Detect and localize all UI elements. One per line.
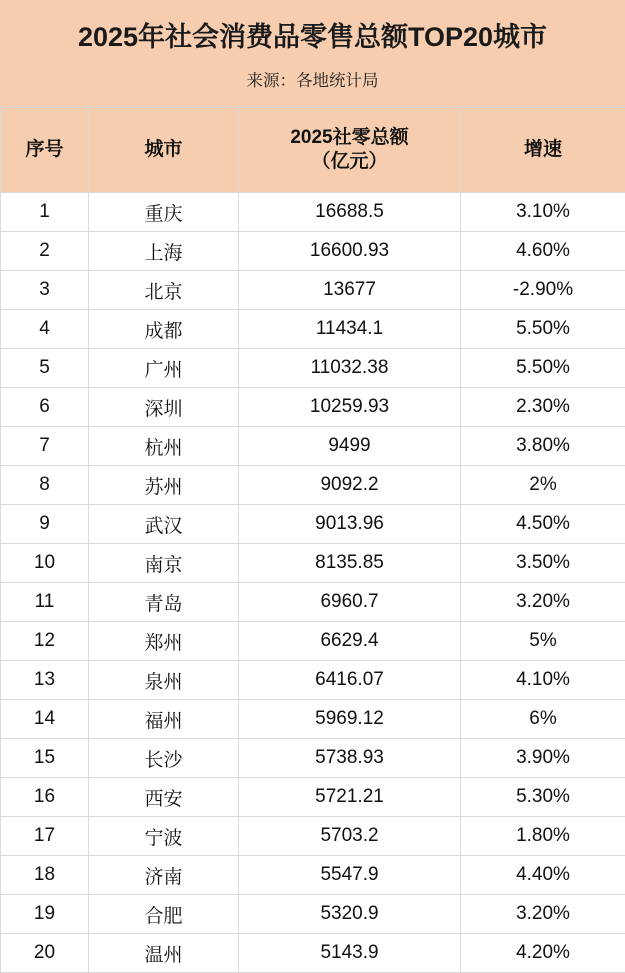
cell-city: 济南 <box>89 856 239 895</box>
cell-city: 北京 <box>89 271 239 310</box>
cell-total: 6960.7 <box>239 583 461 622</box>
column-header-rank-label: 序号 <box>25 139 63 160</box>
cell-growth: 3.90% <box>461 739 625 778</box>
cell-growth: 3.50% <box>461 544 625 583</box>
cell-city: 成都 <box>89 310 239 349</box>
cell-city: 广州 <box>89 349 239 388</box>
cell-city: 青岛 <box>89 583 239 622</box>
table-row <box>1 310 625 349</box>
cell-city: 南京 <box>89 544 239 583</box>
table-row <box>1 232 625 271</box>
cell-rank: 16 <box>1 778 89 817</box>
table-row <box>1 505 625 544</box>
cell-city: 重庆 <box>89 193 239 232</box>
cell-growth: 4.60% <box>461 232 625 271</box>
table-row <box>1 739 625 778</box>
cell-total: 11032.38 <box>239 349 461 388</box>
cell-growth: 2% <box>461 466 625 505</box>
table-row <box>1 700 625 739</box>
cell-rank: 20 <box>1 934 89 973</box>
cell-total: 16600.93 <box>239 232 461 271</box>
column-header-total-label: 2025社零总额 <box>290 127 408 148</box>
table-row <box>1 778 625 817</box>
column-header-total-unit: （亿元） <box>241 150 458 174</box>
source-subtitle: 来源：各地统计局 <box>10 67 615 91</box>
cell-city: 上海 <box>89 232 239 271</box>
cell-rank: 19 <box>1 895 89 934</box>
cell-city: 长沙 <box>89 739 239 778</box>
cell-total: 5969.12 <box>239 700 461 739</box>
cell-city: 宁波 <box>89 817 239 856</box>
table-body <box>1 193 625 973</box>
cell-growth: 5.30% <box>461 778 625 817</box>
cell-total: 5143.9 <box>239 934 461 973</box>
ranking-table <box>0 107 625 973</box>
cell-rank: 14 <box>1 700 89 739</box>
cell-growth: 3.20% <box>461 583 625 622</box>
cell-growth: 2.30% <box>461 388 625 427</box>
cell-city: 西安 <box>89 778 239 817</box>
cell-city: 郑州 <box>89 622 239 661</box>
cell-total: 16688.5 <box>239 193 461 232</box>
cell-growth: 4.10% <box>461 661 625 700</box>
cell-rank: 8 <box>1 466 89 505</box>
cell-growth: 3.10% <box>461 193 625 232</box>
cell-growth: 4.50% <box>461 505 625 544</box>
cell-rank: 13 <box>1 661 89 700</box>
cell-growth: 3.80% <box>461 427 625 466</box>
cell-city: 泉州 <box>89 661 239 700</box>
cell-total: 5721.21 <box>239 778 461 817</box>
cell-growth: 1.80% <box>461 817 625 856</box>
cell-total: 8135.85 <box>239 544 461 583</box>
cell-rank: 10 <box>1 544 89 583</box>
cell-city: 深圳 <box>89 388 239 427</box>
cell-growth: 6% <box>461 700 625 739</box>
cell-rank: 18 <box>1 856 89 895</box>
cell-growth: 4.20% <box>461 934 625 973</box>
table-row <box>1 466 625 505</box>
cell-rank: 1 <box>1 193 89 232</box>
cell-total: 5547.9 <box>239 856 461 895</box>
cell-growth: 5.50% <box>461 349 625 388</box>
cell-rank: 17 <box>1 817 89 856</box>
table-row <box>1 583 625 622</box>
cell-total: 6629.4 <box>239 622 461 661</box>
cell-total: 13677 <box>239 271 461 310</box>
column-header-growth-label: 增速 <box>524 139 562 160</box>
table-header-row <box>1 108 625 193</box>
cell-rank: 9 <box>1 505 89 544</box>
cell-city: 合肥 <box>89 895 239 934</box>
column-header-city <box>89 108 239 193</box>
cell-rank: 4 <box>1 310 89 349</box>
cell-growth: 3.20% <box>461 895 625 934</box>
cell-city: 武汉 <box>89 505 239 544</box>
cell-growth: 4.40% <box>461 856 625 895</box>
header-banner <box>0 0 625 107</box>
cell-rank: 6 <box>1 388 89 427</box>
cell-total: 11434.1 <box>239 310 461 349</box>
cell-city: 杭州 <box>89 427 239 466</box>
cell-growth: -2.90% <box>461 271 625 310</box>
table-row <box>1 427 625 466</box>
cell-growth: 5.50% <box>461 310 625 349</box>
cell-rank: 15 <box>1 739 89 778</box>
cell-total: 5320.9 <box>239 895 461 934</box>
cell-total: 9092.2 <box>239 466 461 505</box>
cell-rank: 11 <box>1 583 89 622</box>
column-header-rank <box>1 108 89 193</box>
cell-city: 苏州 <box>89 466 239 505</box>
page-title: 2025年社会消费品零售总额TOP20城市 <box>10 22 615 53</box>
cell-rank: 12 <box>1 622 89 661</box>
column-header-city-label: 城市 <box>144 139 182 160</box>
cell-rank: 2 <box>1 232 89 271</box>
table-row <box>1 934 625 973</box>
cell-city: 温州 <box>89 934 239 973</box>
cell-total: 9013.96 <box>239 505 461 544</box>
cell-growth: 5% <box>461 622 625 661</box>
table-header <box>1 108 625 193</box>
cell-total: 10259.93 <box>239 388 461 427</box>
table-row <box>1 349 625 388</box>
table-row <box>1 193 625 232</box>
table-row <box>1 895 625 934</box>
cell-city: 福州 <box>89 700 239 739</box>
cell-rank: 3 <box>1 271 89 310</box>
table-row <box>1 622 625 661</box>
table-row <box>1 856 625 895</box>
cell-rank: 7 <box>1 427 89 466</box>
column-header-total <box>239 108 461 193</box>
cell-rank: 5 <box>1 349 89 388</box>
cell-total: 9499 <box>239 427 461 466</box>
column-header-growth <box>461 108 625 193</box>
table-row <box>1 661 625 700</box>
cell-total: 6416.07 <box>239 661 461 700</box>
table-row <box>1 271 625 310</box>
table-row <box>1 388 625 427</box>
table-row <box>1 817 625 856</box>
cell-total: 5703.2 <box>239 817 461 856</box>
cell-total: 5738.93 <box>239 739 461 778</box>
table-row <box>1 544 625 583</box>
